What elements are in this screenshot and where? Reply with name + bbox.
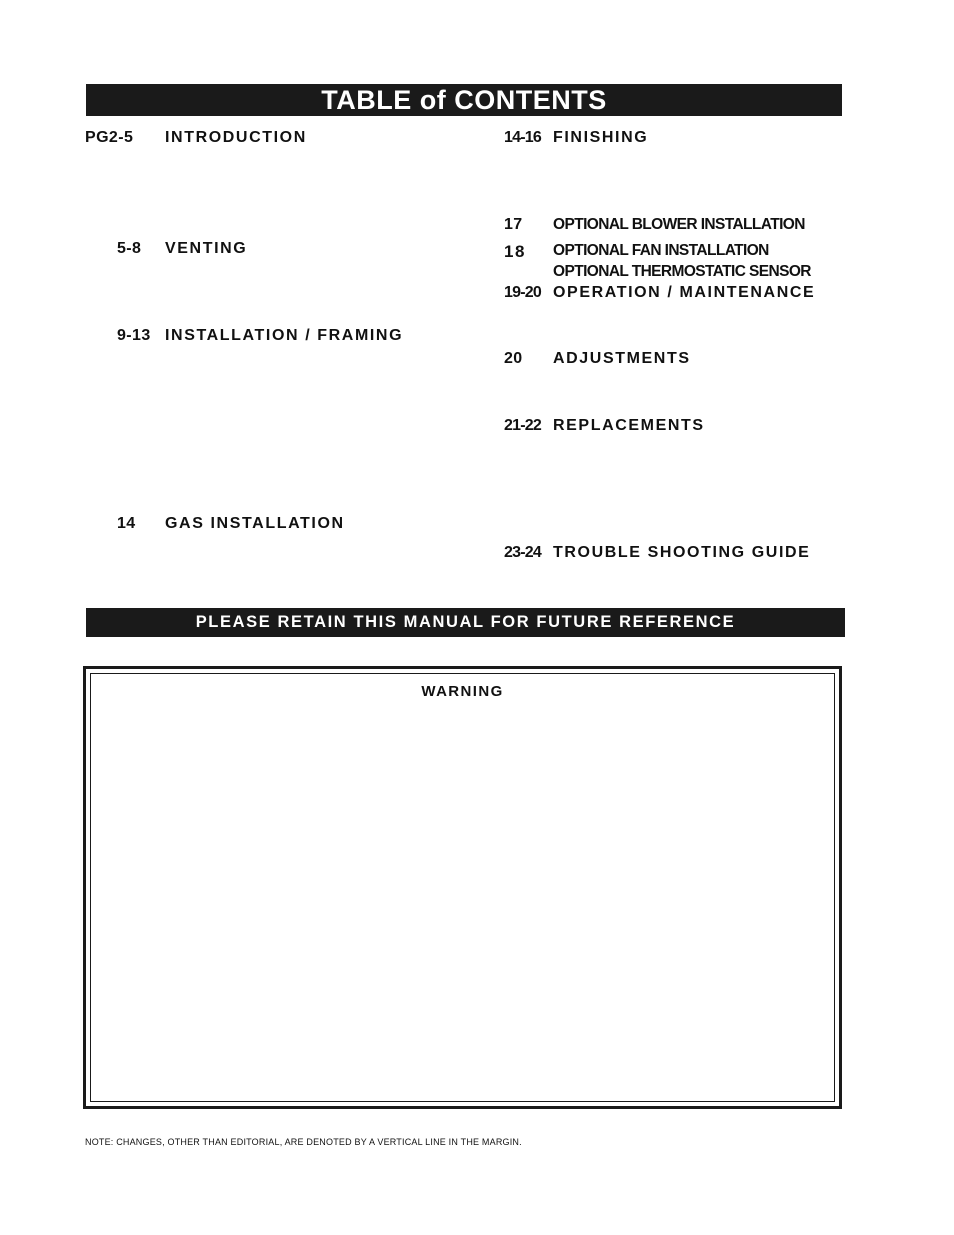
toc-entry-label: REPLACEMENTS (553, 417, 705, 434)
toc-entry-label: INTRODUCTION (165, 129, 307, 146)
toc-entry-label: FINISHING (553, 129, 649, 146)
warning-title: WARNING (421, 683, 504, 700)
warning-box-inner (90, 673, 835, 1102)
toc-page-number: 5-8 (117, 240, 142, 257)
toc-entry-label: OPERATION / MAINTENANCE (553, 284, 816, 301)
warning-box (83, 666, 842, 1109)
retain-manual-text: PLEASE RETAIN THIS MANUAL FOR FUTURE REFERENCE (195, 613, 736, 631)
toc-page-number: PG2-5 (85, 129, 134, 146)
toc-page-number: 14 (117, 515, 136, 532)
toc-entry-label: OPTIONAL THERMOSTATIC SENSOR (553, 263, 811, 280)
toc-page-number: 17 (504, 216, 523, 233)
toc-title-bar (86, 84, 842, 116)
retain-manual-banner (86, 608, 845, 637)
toc-page-number: 21-22 (504, 417, 541, 434)
toc-page-number: 18 (504, 242, 527, 261)
toc-entry-label: OPTIONAL FAN INSTALLATION (553, 242, 769, 259)
toc-page-number: 9-13 (117, 327, 151, 344)
toc-entry-label: OPTIONAL BLOWER INSTALLATION (553, 216, 805, 233)
toc-entry-label: VENTING (165, 240, 248, 257)
toc-entry-label: GAS INSTALLATION (165, 515, 345, 532)
toc-entry-label: INSTALLATION / FRAMING (165, 327, 404, 344)
toc-page-number: 20 (504, 350, 523, 367)
toc-page-number: 23-24 (504, 544, 541, 561)
toc-page-number: 14-16 (504, 129, 541, 146)
toc-entry-label: ADJUSTMENTS (553, 350, 691, 367)
page-title: TABLE of CONTENTS (321, 84, 607, 115)
toc-entry-label: TROUBLE SHOOTING GUIDE (553, 544, 811, 561)
revision-note: NOTE: CHANGES, OTHER THAN EDITORIAL, ARE DENOTED BY A VERTICAL LINE IN THE MARGIN. (85, 1137, 522, 1147)
toc-page-number: 19-20 (504, 284, 541, 301)
